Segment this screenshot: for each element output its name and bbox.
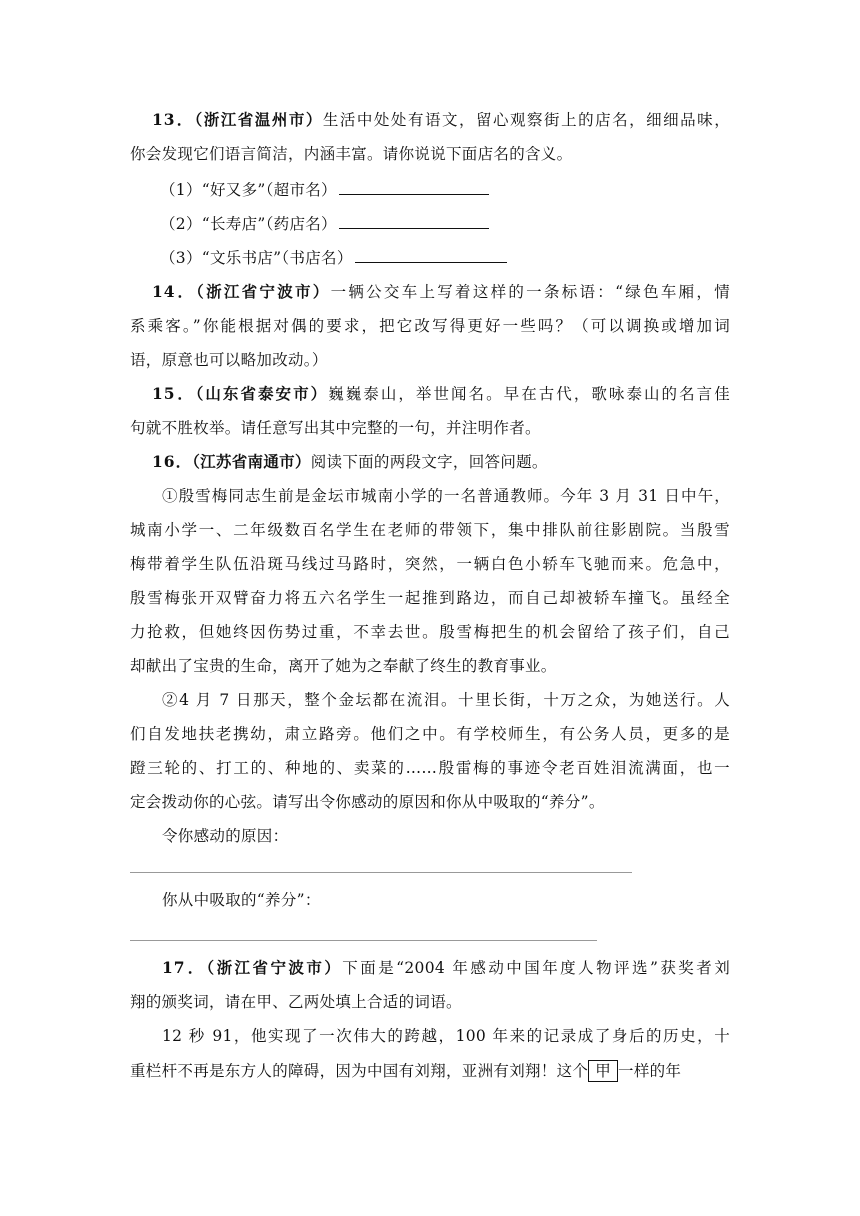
q13-item-2 [160,214,489,234]
q13-item-1-text: （1）“好又多”（超市名） [160,181,337,199]
q16-answer-line-2[interactable] [130,940,597,941]
q16-para1-line-3: 梅带着学生队伍沿斑马线过马路时，突然，一辆白色小轿车飞驰而来。危急中， [130,555,730,573]
q13-number: 13． [152,110,195,129]
q16-source: （江苏省南通市） [192,452,311,471]
q17-para-line-2 [130,1060,681,1082]
q16-line-1 [152,452,548,472]
q16-para1-line-1: ①殷雪梅同志生前是金坛市城南小学的一名普通教师。今年 3 月 31 日中午， [162,487,730,505]
q17-line-2: 翔的颁奖词，请在甲、乙两处填上合适的词语。 [130,993,462,1011]
q16-para2-line-3: 蹬三轮的、打工的、种地的、卖菜的……殷雷梅的事迹令老百姓泪流满面，也一 [130,759,730,777]
q15-text: 巍巍泰山，举世闻名。早在古代，歌咏泰山的名言佳 [328,385,730,403]
q17-para-line-2-pre: 重栏杆不再是东方人的障碍，因为中国有刘翔，亚洲有刘翔！这个 [130,1062,589,1080]
q16-prompt-reason: 令你感动的原因： [162,827,289,845]
q15-line-1 [152,384,730,404]
q16-answer-line-1[interactable] [130,872,632,873]
q14-line-3: 语，原意也可以略加改动。） [130,351,328,369]
q17-para-line-1: 12 秒 91，他实现了一次伟大的跨越，100 年来的记录成了身后的历史，十 [162,1027,730,1045]
q13-line-1 [152,110,730,130]
q16-number: 16． [152,452,193,471]
q13-source: （浙江省温州市） [194,110,323,129]
blank-jia-box[interactable]: 甲 [588,1060,618,1082]
q13-text: 生活中处处有语文，留心观察街上的店名，细细品味， [322,111,730,129]
q13-item-3 [160,248,507,268]
q16-para1-line-5: 力抢救，但她终因伤势过重，不幸去世。殷雪梅把生的机会留给了孩子们，自己 [130,623,730,641]
q14-line-1 [152,282,730,302]
q16-para1-line-6: 却献出了宝贵的生命，离开了她为之奉献了终生的教育事业。 [130,657,557,675]
q16-text: 阅读下面的两段文字，回答问题。 [310,453,548,471]
q13-answer-blank-2[interactable] [339,214,489,229]
q16-para1-line-2: 城南小学一、二年级数百名学生在老师的带领下，集中排队前往影剧院。当殷雪 [130,521,730,539]
q14-line-2: 系乘客。”你能根据对偶的要求，把它改写得更好一些吗？（可以调换或增加词 [130,317,730,335]
q16-prompt-nutrient: 你从中吸取的“养分”： [162,891,321,909]
q16-para1-line-4: 殷雪梅张开双臂奋力将五六名学生一起推到路边，而自己却被轿车撞飞。虽经全 [130,589,730,607]
q17-text: 下面是“2004 年感动中国年度人物评选”获奖者刘 [342,959,730,977]
q17-source: （浙江省宁波市） [206,958,343,977]
q13-item-2-text: （2）“长寿店”（药店名） [160,215,337,233]
q17-line-1 [162,958,730,978]
q16-para2-line-2: 们自发地扶老携幼，肃立路旁。他们之中。有学校师生，有公务人员，更多的是 [130,725,730,743]
q15-source: （山东省泰安市） [195,384,329,403]
q15-number: 15． [152,384,196,403]
q16-para2-line-1: ②4 月 7 日那天，整个金坛都在流泪。十里长街，十万之众，为她送行。人 [162,691,730,709]
q14-text: 一辆公交车上写着这样的一条标语：“绿色车厢，情 [330,283,731,301]
q14-source: （浙江省宁波市） [196,282,331,301]
q13-line-2: 你会发现它们语言简洁，内涵丰富。请你说说下面店名的含义。 [130,145,573,163]
q15-line-2: 句就不胜枚举。请任意写出其中完整的一句，并注明作者。 [130,419,541,437]
q17-para-line-2-post: 一样的年 [618,1062,682,1080]
q16-para2-line-4: 定会拨动你的心弦。请写出令你感动的原因和你从中吸取的“养分”。 [130,793,605,811]
q14-number: 14． [152,282,197,301]
q17-number: 17． [162,958,207,977]
q13-item-1 [160,180,489,200]
q13-answer-blank-3[interactable] [355,248,507,263]
q13-answer-blank-1[interactable] [339,180,489,195]
q13-item-3-text: （3）“文乐书店”（书店名） [160,249,353,267]
